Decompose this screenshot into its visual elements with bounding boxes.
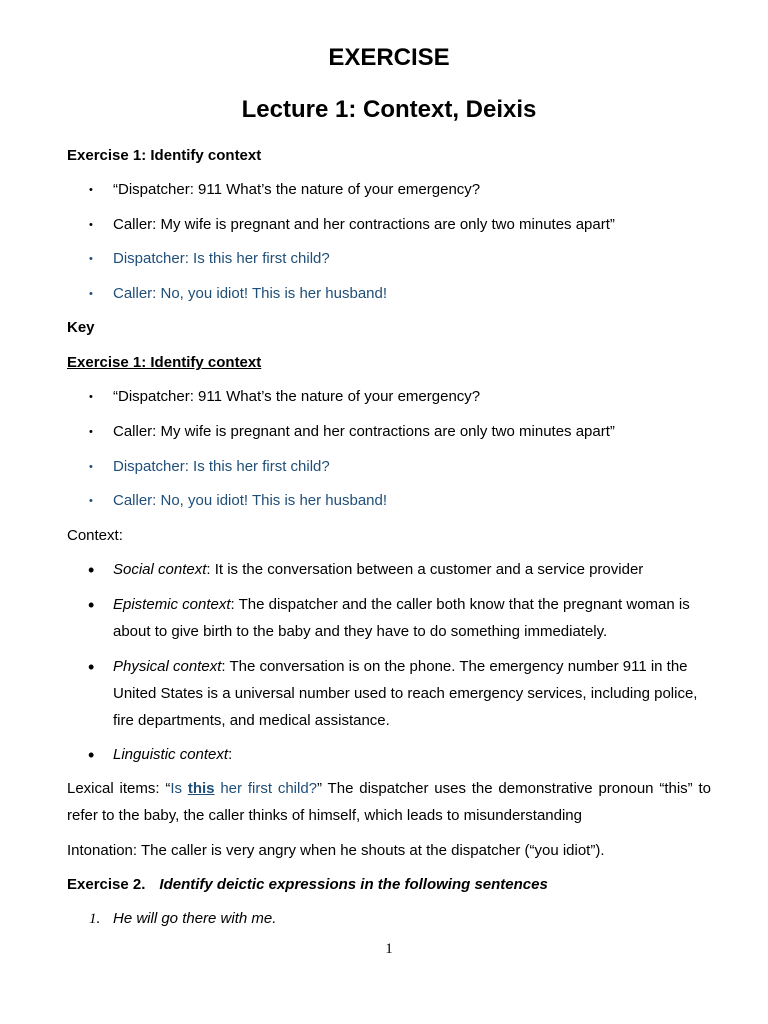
ex1-item: Dispatcher: Is this her first child? xyxy=(113,250,330,267)
bullet-icon: • xyxy=(88,745,95,765)
ex1-heading: Exercise 1: Identify context xyxy=(67,147,262,164)
context-text: : The conversation is on the phone. The emergency number 911 in the United States is a universal number used to reach emergency services, including police, fire departments, and medical assistance. xyxy=(113,658,698,729)
ex2-item-number: 1. xyxy=(89,911,101,927)
lexical-suffix: ” The dispatcher uses the demonstrative pronoun “this” to refer to the baby, the caller thinks of himself, which leads to misunderstanding xyxy=(67,780,711,824)
bullet-icon: • xyxy=(89,219,93,231)
bullet-icon: • xyxy=(89,288,93,300)
ex1-item: Caller: No, you idiot! This is her husband! xyxy=(113,285,388,302)
context-text: : It is the conversation between a customer and a service provider xyxy=(206,561,644,578)
ex2-item: He will go there with me. xyxy=(113,910,277,927)
lexical-quote-before: Is xyxy=(170,780,188,797)
context-term: Linguistic context xyxy=(113,746,229,763)
key-item: Caller: My wife is pregnant and her contractions are only two minutes apart” xyxy=(113,423,615,440)
context-term: Physical context xyxy=(113,658,222,675)
key-item: “Dispatcher: 911 What’s the nature of your emergency? xyxy=(113,388,481,405)
key-item: Dispatcher: Is this her first child? xyxy=(113,458,330,475)
bullet-icon: • xyxy=(89,184,93,196)
context-epistemic xyxy=(113,591,713,645)
page-number: 1 xyxy=(385,941,393,957)
context-linguistic xyxy=(113,745,232,765)
lexical-keyword: this xyxy=(187,780,215,797)
context-text: : xyxy=(228,746,233,763)
bullet-icon: • xyxy=(88,657,95,677)
bullet-icon: • xyxy=(88,595,95,615)
key-heading: Exercise 1: Identify context xyxy=(67,354,262,371)
context-physical xyxy=(113,653,713,734)
doc-subtitle: Lecture 1: Context, Deixis xyxy=(241,96,537,123)
bullet-icon: • xyxy=(89,461,93,473)
intonation-text: Intonation: The caller is very angry when he shouts at the dispatcher (“you idiot”). xyxy=(67,842,605,859)
key-item: Caller: No, you idiot! This is her husband! xyxy=(113,492,388,509)
bullet-icon: • xyxy=(89,426,93,438)
ex2-label: Exercise 2. xyxy=(67,876,146,893)
lexical-paragraph xyxy=(67,775,711,829)
bullet-icon: • xyxy=(88,560,95,580)
context-term: Social context xyxy=(113,561,207,578)
bullet-icon: • xyxy=(89,391,93,403)
lexical-quote-after: her first child? xyxy=(214,780,318,797)
context-term: Epistemic context xyxy=(113,596,231,613)
context-text: : The dispatcher and the caller both know that the pregnant woman is about to give birth to the baby and they have to do something immediately. xyxy=(113,596,690,640)
lexical-prefix: Lexical items: “ xyxy=(67,780,171,797)
bullet-icon: • xyxy=(89,495,93,507)
ex1-item: Caller: My wife is pregnant and her contractions are only two minutes apart” xyxy=(113,216,615,233)
bullet-icon: • xyxy=(89,253,93,265)
doc-title: EXERCISE xyxy=(328,44,450,71)
ex2-instruction: Identify deictic expressions in the following sentences xyxy=(159,876,548,893)
ex2-heading xyxy=(67,875,548,895)
context-social xyxy=(113,560,643,580)
context-label: Context: xyxy=(67,527,123,544)
key-label: Key xyxy=(67,319,95,336)
ex1-item: “Dispatcher: 911 What’s the nature of your emergency? xyxy=(113,181,481,198)
